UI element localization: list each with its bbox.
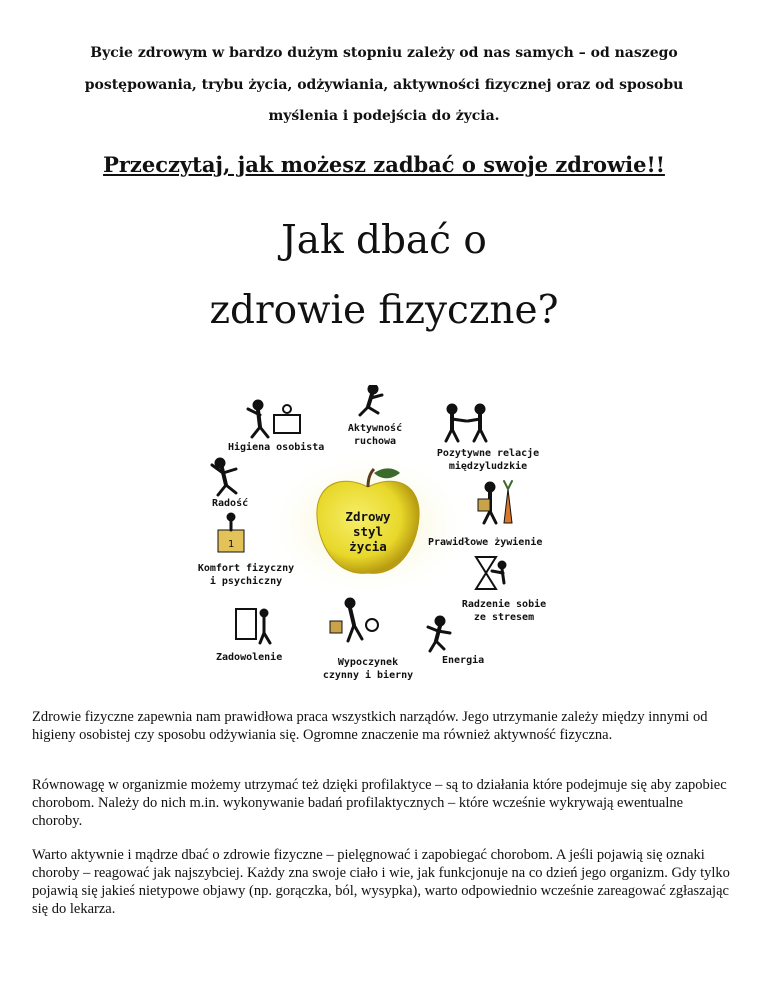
comfort-figure-icon [218,513,244,552]
label-wypoczynek [312,656,424,682]
energy-figure-icon [428,616,450,651]
label-higiena: Higiena osobista [228,442,325,453]
center-line-2: styl [352,524,384,539]
label-relacje [428,447,548,473]
hygiene-figure-icon [248,400,300,437]
center-line-1: Zdrowy [345,509,391,524]
label-relacje-line-2: międzyludzkie [448,461,528,472]
intro-line-1: Bycie zdrowym w bardzo dużym stopniu zależy od nas samych – od naszego [90,45,678,61]
label-stres-line-1: Radzenie sobie [461,599,547,610]
label-komfort [190,562,302,588]
label-wypoczynek-line-2: czynny i bierny [322,670,414,681]
label-radosc: Radość [212,498,249,509]
label-zywienie: Prawidłowe żywienie [428,537,543,548]
call-to-action-heading: Przeczytaj, jak możesz zadbać o swoje zdrowie!! [103,152,665,177]
intro-line-3: myślenia i podejścia do życia. [268,108,500,124]
label-wypoczynek-line-1: Wypoczynek [337,657,399,668]
label-relacje-line-1: Pozytywne relacje [436,448,540,459]
label-stres-line-2: ze stresem [473,612,535,623]
relations-figures-icon [446,404,486,441]
label-stres [454,598,554,624]
page-title-line-2: zdrowie fizyczne? [209,288,559,333]
label-energia: Energia [442,655,485,666]
intro-line-2: postępowania, trybu życia, odżywiania, aktywności fizycznej oraz od sposobu [84,76,684,93]
label-zadowolenie: Zadowolenie [216,652,283,663]
healthy-lifestyle-diagram [190,385,566,690]
paragraph-2: Równowagę w organizmie możemy utrzymać też dzięki profilaktyce – są to działania które podejmuje się aby zapobiec chorobom. Należy do nich m.in. wykonywanie badań profilaktycznych – które wcześnie wykrywają ewentualne choroby. [32,777,727,829]
label-aktywnosc-line-2: ruchowa [353,436,397,447]
label-komfort-line-1: Komfort fizyczny [197,563,295,574]
running-figure-icon [360,385,382,415]
label-aktywnosc [340,422,410,448]
apple-center-label [338,509,398,554]
intro-text [40,38,728,133]
joy-figure-icon [212,458,236,495]
center-line-3: życia [349,539,387,554]
nutrition-figure-icon [478,481,512,523]
paragraph-3: Warto aktywnie i mądrze dbać o zdrowie fizyczne – pielęgnować i zapobiegać chorobom. A jeśli pojawią się oznaki choroby – reagować jak najszybciej. Każdy zna swoje ciało i wie, jak funkcjonuje na co dzień jego organizm. Gdy tylko pojawią się jakieś nietypowe objawy (np. gorączka, ból, wysypka), warto odpowiednio wcześnie zareagować zgłaszając się do lekarza. [32,847,730,917]
label-komfort-line-2: i psychiczny [209,576,283,587]
stress-hourglass-icon [476,557,506,589]
satisfaction-figure-icon [236,609,270,643]
page-title-line-1: Jak dbać o [281,218,487,263]
svg-text:1: 1 [228,539,235,550]
label-aktywnosc-line-1: Aktywność [347,423,403,434]
rest-figure-icon [330,598,378,641]
paragraph-1: Zdrowie fizyczne zapewnia nam prawidłowa praca wszystkich narządów. Jego utrzymanie zależy między innymi od higieny osobistej czy sposobu odżywiania się. Ogromne znaczenie ma również aktywność fizyczna. [32,709,708,743]
